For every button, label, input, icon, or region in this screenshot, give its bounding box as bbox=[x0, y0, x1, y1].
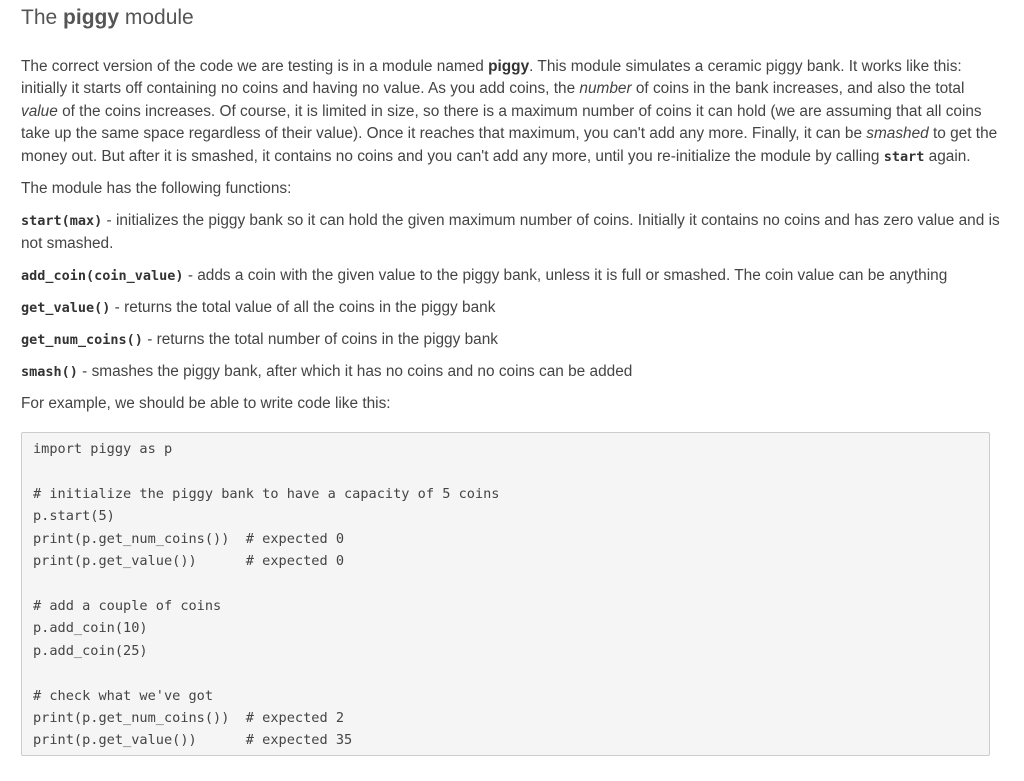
code-line: print(p.get_num_coins()) # expected 0 bbox=[33, 530, 344, 547]
code-line: print(p.get_value()) # expected 0 bbox=[33, 553, 344, 570]
code-line: print(p.get_value()) # expected 35 bbox=[33, 732, 353, 749]
intro-text-6: again. bbox=[924, 147, 971, 165]
function-description: - initializes the piggy bank so it can hold the given maximum number of coins. Initially it contains no coins and has zero value and is not smashed. bbox=[21, 212, 1000, 252]
intro-text-5: to get the money out. But after it is smashed, it contains no coins and you can't add any more, until you re-initialize the module by calling bbox=[21, 125, 998, 165]
intro-module-name: piggy bbox=[488, 58, 530, 75]
code-line: p.add_coin(25) bbox=[33, 642, 148, 659]
example-intro: For example, we should be able to write code like this: bbox=[21, 394, 391, 412]
functions-intro: The module has the following functions: bbox=[21, 180, 292, 198]
function-item bbox=[21, 210, 1003, 255]
code-line: # initialize the piggy bank to have a capacity of 5 coins bbox=[33, 486, 500, 503]
intro-em-value: value bbox=[21, 102, 58, 120]
intro-em-smashed: smashed bbox=[866, 125, 929, 143]
code-line bbox=[33, 461, 978, 483]
function-item bbox=[21, 265, 1003, 287]
function-item bbox=[21, 297, 1003, 319]
function-description: - returns the total value of all the coins in the piggy bank bbox=[110, 299, 496, 317]
title-prefix: The bbox=[21, 6, 64, 29]
function-description: - adds a coin with the given value to the piggy bank, unless it is full or smashed. The coin value can be anything bbox=[183, 267, 948, 285]
function-item bbox=[21, 329, 1003, 351]
code-line: p.start(5) bbox=[33, 508, 115, 525]
function-signature: get_num_coins() bbox=[21, 332, 143, 349]
function-signature: get_value() bbox=[21, 300, 111, 317]
intro-code-start: start bbox=[883, 148, 925, 165]
page-title bbox=[21, 0, 1003, 31]
code-line bbox=[33, 573, 978, 595]
intro-text-2: . This module simulates a ceramic piggy bank. It works like this: initially it starts off containing no coins and having no value. As you add coins, the bbox=[21, 58, 962, 98]
intro-paragraph bbox=[21, 56, 1003, 168]
function-signature: add_coin(coin_value) bbox=[21, 268, 184, 285]
code-line: print(p.get_num_coins()) # expected 2 bbox=[33, 709, 344, 726]
intro-em-number: number bbox=[579, 80, 632, 98]
code-line: # add a couple of coins bbox=[33, 598, 222, 615]
function-item bbox=[21, 361, 1003, 383]
title-module-name: piggy bbox=[63, 6, 120, 29]
code-line: p.add_coin(10) bbox=[33, 620, 148, 637]
function-signature: smash() bbox=[21, 363, 78, 380]
intro-text-1: The correct version of the code we are testing is in a module named bbox=[21, 58, 489, 75]
intro-text-3: of coins in the bank increases, and also the total bbox=[631, 80, 965, 98]
code-line: # check what we've got bbox=[33, 687, 214, 704]
function-signature: start(max) bbox=[21, 213, 103, 230]
function-description: - smashes the piggy bank, after which it has no coins and no coins can be added bbox=[77, 362, 633, 380]
code-line: import piggy as p bbox=[33, 441, 173, 458]
title-suffix: module bbox=[119, 6, 194, 29]
intro-text-4: of the coins increases. Of course, it is limited in size, so there is a maximum number of coins it can hold (we are assuming that all coins take up the same space regardless of their value). Once it reaches that maximum, you can't add any more. Finally, it can be bbox=[21, 102, 982, 143]
code-block[interactable] bbox=[21, 432, 990, 756]
function-description: - returns the total number of coins in the piggy bank bbox=[142, 331, 498, 349]
code-line bbox=[33, 662, 978, 684]
